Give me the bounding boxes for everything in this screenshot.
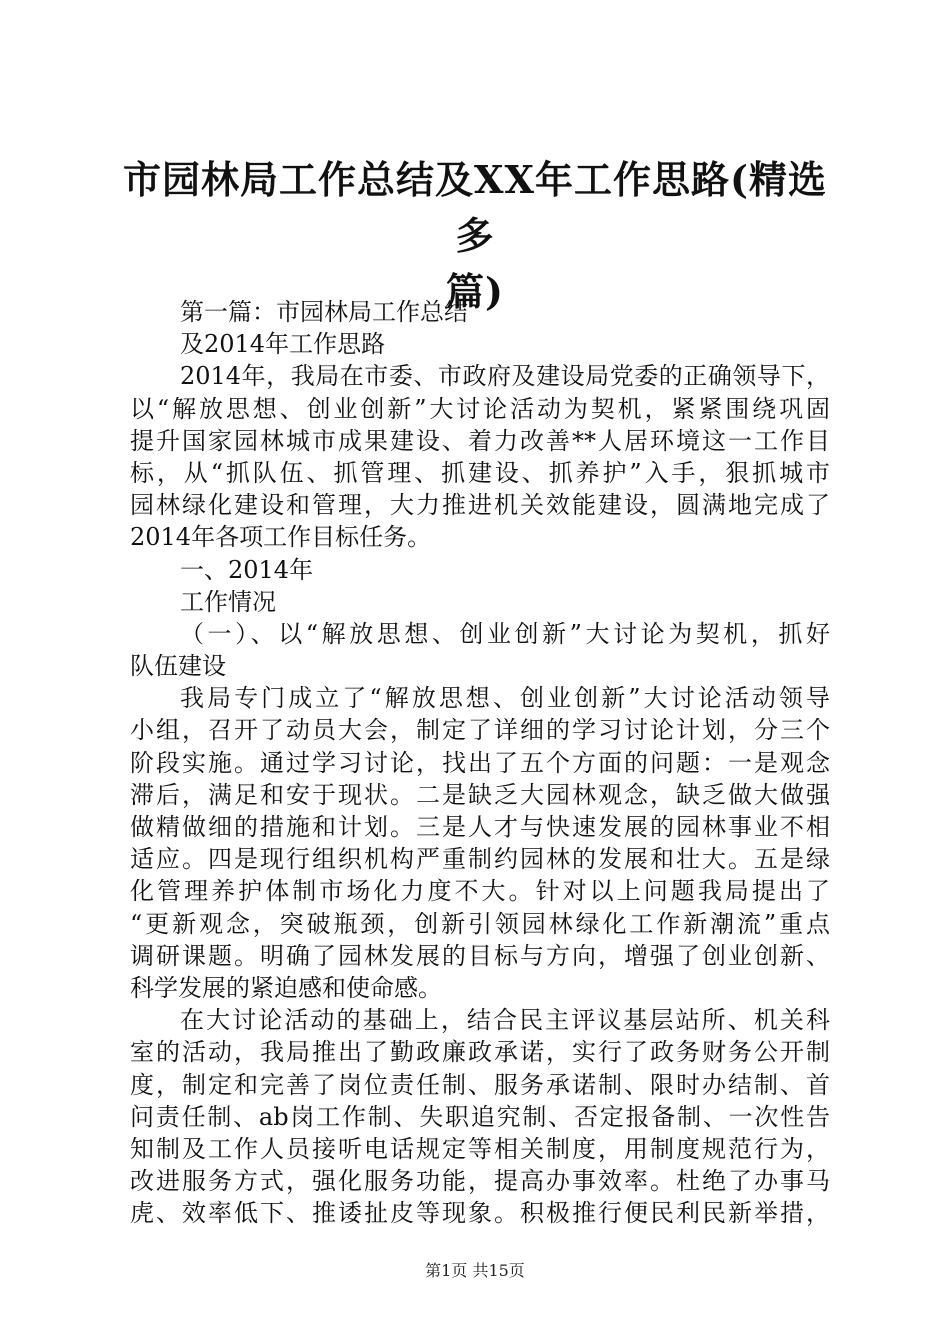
text-line: 提升国家园林城市成果建设、着力改善**人居环境这一工作目 xyxy=(130,426,830,455)
text-line: 2014年各项工作目标任务。 xyxy=(130,523,432,552)
text-line: 小组，召开了动员大会，制定了详细的学习讨论计划，分三个 xyxy=(130,716,830,745)
text-line: 工作情况 xyxy=(180,587,276,616)
text-line: 标，从“抓队伍、抓管理、抓建设、抓养护”入手，狠抓城市 xyxy=(130,458,830,487)
text-line: 阶段实施。通过学习讨论，找出了五个方面的问题：一是观念 xyxy=(130,748,830,777)
text-line: 科学发展的紧迫感和使命感。 xyxy=(130,973,442,1002)
text-line: 化管理养护体制市场化力度不大。针对以上问题我局提出了 xyxy=(130,877,830,906)
text-line: 园林绿化建设和管理，大力推进机关效能建设，圆满地完成了 xyxy=(130,491,830,520)
text-line: 滞后，满足和安于现状。二是缺乏大园林观念，缺乏做大做强 xyxy=(130,780,830,809)
text-line: 做精做细的措施和计划。三是人才与快速发展的园林事业不相 xyxy=(130,813,830,841)
document-body xyxy=(130,296,830,1229)
text-line: 在大讨论活动的基础上，结合民主评议基层站所、机关科 xyxy=(180,1006,830,1035)
text-line: 第一篇：市园林局工作总结 xyxy=(180,298,468,326)
text-line: 虎、效率低下、推诿扯皮等现象。积极推行便民利民新举措， xyxy=(130,1199,830,1228)
title-line-1: 市园林局工作总结及XX年工作思路(精选多 xyxy=(123,157,827,258)
text-line: 室的活动，我局推出了勤政廉政承诺，实行了政务财务公开制 xyxy=(130,1038,830,1067)
text-line: 一、2014年 xyxy=(180,555,314,584)
text-line: 调研课题。明确了园林发展的目标与方向，增强了创业创新、 xyxy=(130,941,830,970)
text-line: 度，制定和完善了岗位责任制、服务承诺制、限时办结制、首 xyxy=(130,1070,830,1099)
text-line: 适应。四是现行组织机构严重制约园林的发展和壮大。五是绿 xyxy=(130,845,830,874)
text-line: 2014年，我局在市委、市政府及建设局党委的正确领导下， xyxy=(180,362,830,391)
text-line: 改进服务方式，强化服务功能，提高办事效率。杜绝了办事马 xyxy=(130,1167,830,1196)
text-line: 队伍建设 xyxy=(130,652,226,681)
text-line: 我局专门成立了“解放思想、创业创新”大讨论活动领导 xyxy=(180,684,830,713)
text-line: （一）、以“解放思想、创业创新”大讨论为契机，抓好 xyxy=(180,619,830,648)
page-footer: 第1页 共15页 xyxy=(425,1261,525,1280)
text-line: 以“解放思想、创业创新”大讨论活动为契机，紧紧围绕巩固 xyxy=(130,394,830,423)
text-line: 知制及工作人员接听电话规定等相关制度，用制度规范行为， xyxy=(130,1134,830,1163)
text-line: 及2014年工作思路 xyxy=(180,330,386,359)
title-line-2: 篇) xyxy=(446,269,504,314)
document-title xyxy=(120,152,830,320)
text-line: 问责任制、ab岗工作制、失职追究制、否定报备制、一次性告 xyxy=(130,1102,830,1131)
text-line: “更新观念，突破瓶颈，创新引领园林绿化工作新潮流”重点 xyxy=(130,909,830,938)
